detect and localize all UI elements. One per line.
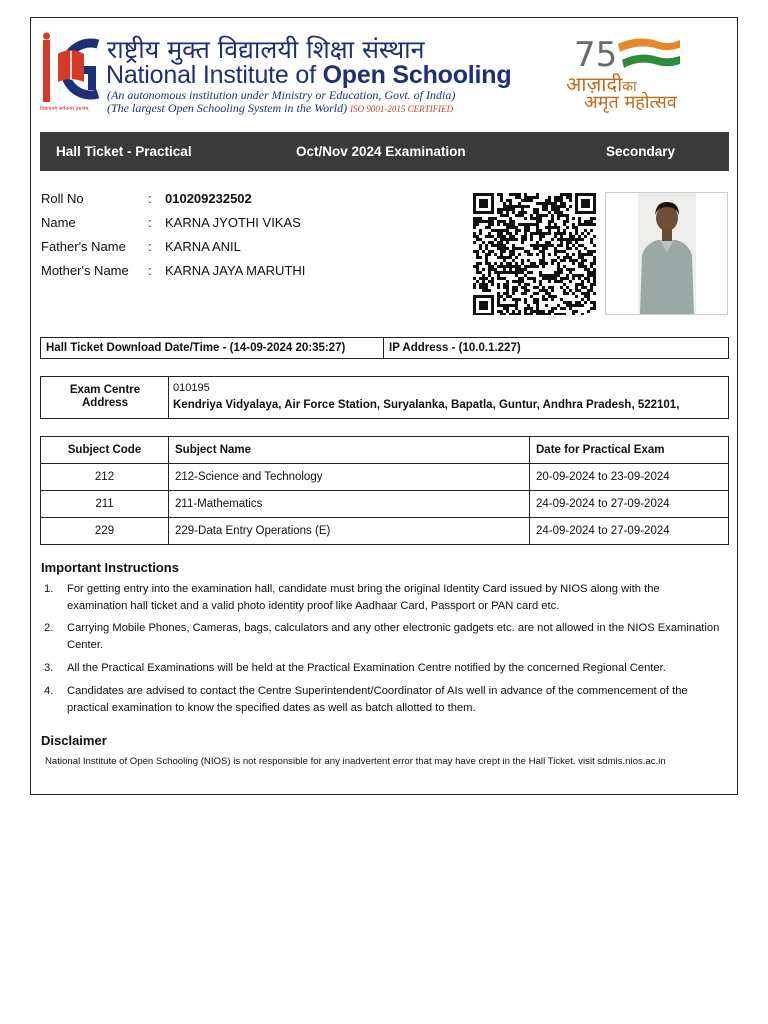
institute-name [106, 61, 511, 90]
header-exam-date: Date for Practical Exam [530, 437, 729, 464]
subject-code: 212 [41, 464, 169, 491]
nios-logo-icon [40, 32, 102, 110]
tagline-2-text: (The largest Open Schooling System in the World) [107, 101, 348, 115]
amrit-ka: का [622, 79, 637, 95]
subject-name: 229-Data Entry Operations (E) [169, 518, 530, 545]
exam-level: Secondary [606, 144, 676, 159]
field-separator: : [148, 239, 152, 254]
instruction-text: Candidates are advised to contact the Centre Superintendent/Coordinator of AIs well in advance of the commencement of the practical examination to know the specified dates as well as batch allotted to them. [67, 685, 688, 714]
header-subject-name: Subject Name [169, 437, 530, 464]
download-info-box [40, 337, 729, 359]
field-separator: : [148, 263, 152, 278]
field-label: Mother's Name [41, 263, 129, 278]
instruction-number: 3. [44, 662, 54, 674]
instruction-text: For getting entry into the examination hall, candidate must bring the original Identity Card issued by NIOS along with the examination hall ticket and a valid photo identity proof like Aadhaar Card, Passport or PAN card etc. [67, 583, 660, 612]
table-row [41, 518, 729, 545]
table-header-row [41, 437, 729, 464]
candidate-photo-frame [605, 192, 728, 315]
subject-code: 211 [41, 491, 169, 518]
instruction-text: All the Practical Examinations will be held at the Practical Examination Centre notified by the concerned Regional Center. [67, 662, 666, 674]
exam-date: 20-09-2024 to 23-09-2024 [530, 464, 729, 491]
amrit-line-2: अमृत महोत्सव [584, 92, 677, 113]
iso-certified: ISO 9001-2015 CERTIFIED [350, 104, 454, 114]
exam-date: 24-09-2024 to 27-09-2024 [530, 518, 729, 545]
flag-75-icon [560, 30, 700, 74]
exam-centre-box [40, 376, 729, 419]
exam-date: 24-09-2024 to 27-09-2024 [530, 491, 729, 518]
subject-name: 212-Science and Technology [169, 464, 530, 491]
table-row [41, 464, 729, 491]
exam-session: Oct/Nov 2024 Examination [296, 144, 466, 159]
field-separator: : [148, 191, 152, 206]
azadi-amrit-mahotsav-logo [560, 30, 700, 114]
person-photo-icon [638, 193, 696, 314]
amrit-number: 75 [574, 35, 618, 74]
field-label: Roll No [41, 191, 84, 206]
divider [168, 377, 169, 418]
name-value: KARNA JYOTHI VIKAS [165, 215, 301, 230]
institute-tagline-1: (An autonomous institution under Ministry or Education, Govt. of India) [107, 88, 456, 102]
header-subject-code: Subject Code [41, 437, 169, 464]
exam-centre-code: 010195 [173, 382, 210, 394]
instruction-number: 2. [44, 622, 54, 634]
candidate-photo [638, 193, 696, 314]
disclaimer-heading: Disclaimer [41, 733, 107, 748]
logo-motto: विद्याधनम् सर्वधनम् प्रधानम् [40, 106, 89, 112]
instruction-number: 4. [44, 685, 54, 697]
instruction-text: Carrying Mobile Phones, Cameras, bags, calculators and any other electronic gadgets etc. are not allowed in the NIOS Examination Center. [67, 622, 720, 651]
ticket-type: Hall Ticket - Practical [56, 144, 192, 159]
divider [383, 338, 384, 358]
institute-name-bold: Open Schooling [322, 61, 512, 89]
subject-name: 211-Mathematics [169, 491, 530, 518]
field-separator: : [148, 215, 152, 230]
download-datetime: Hall Ticket Download Date/Time - (14-09-2024 20:35:27) [46, 342, 346, 354]
disclaimer-text: National Institute of Open Schooling (NIOS) is not responsible for any inadvertent error that may have crept in the Hall Ticket. visit sdmis.nios.ac.in [45, 756, 666, 767]
field-label: Name [41, 215, 76, 230]
exam-centre-label-1: Exam Centre [69, 384, 141, 396]
father-name-value: KARNA ANIL [165, 239, 241, 254]
roll-no-value: 010209232502 [165, 191, 252, 206]
table-row [41, 491, 729, 518]
mother-name-value: KARNA JAYA MARUTHI [165, 263, 306, 278]
institute-tagline-2 [107, 101, 453, 116]
exam-centre-label [41, 384, 169, 410]
amrit-aazadi: आज़ादी [566, 72, 623, 96]
qr-code-icon [471, 193, 601, 315]
field-label: Father's Name [41, 239, 126, 254]
instruction-number: 1. [44, 583, 54, 595]
institute-name-prefix: National Institute of [106, 61, 323, 89]
subject-code: 229 [41, 518, 169, 545]
instructions-heading: Important Instructions [41, 560, 179, 575]
exam-centre-label-2: Address [81, 397, 129, 409]
subjects-table [40, 436, 729, 545]
exam-centre-address: Kendriya Vidyalaya, Air Force Station, Suryalanka, Bapatla, Guntur, Andhra Pradesh, 522101, [173, 399, 680, 411]
title-bar [40, 132, 729, 171]
institute-hindi-name: राष्ट्रीय मुक्त विद्यालयी शिक्षा संस्थान [107, 35, 425, 64]
ip-address: IP Address - (10.0.1.227) [389, 342, 521, 354]
